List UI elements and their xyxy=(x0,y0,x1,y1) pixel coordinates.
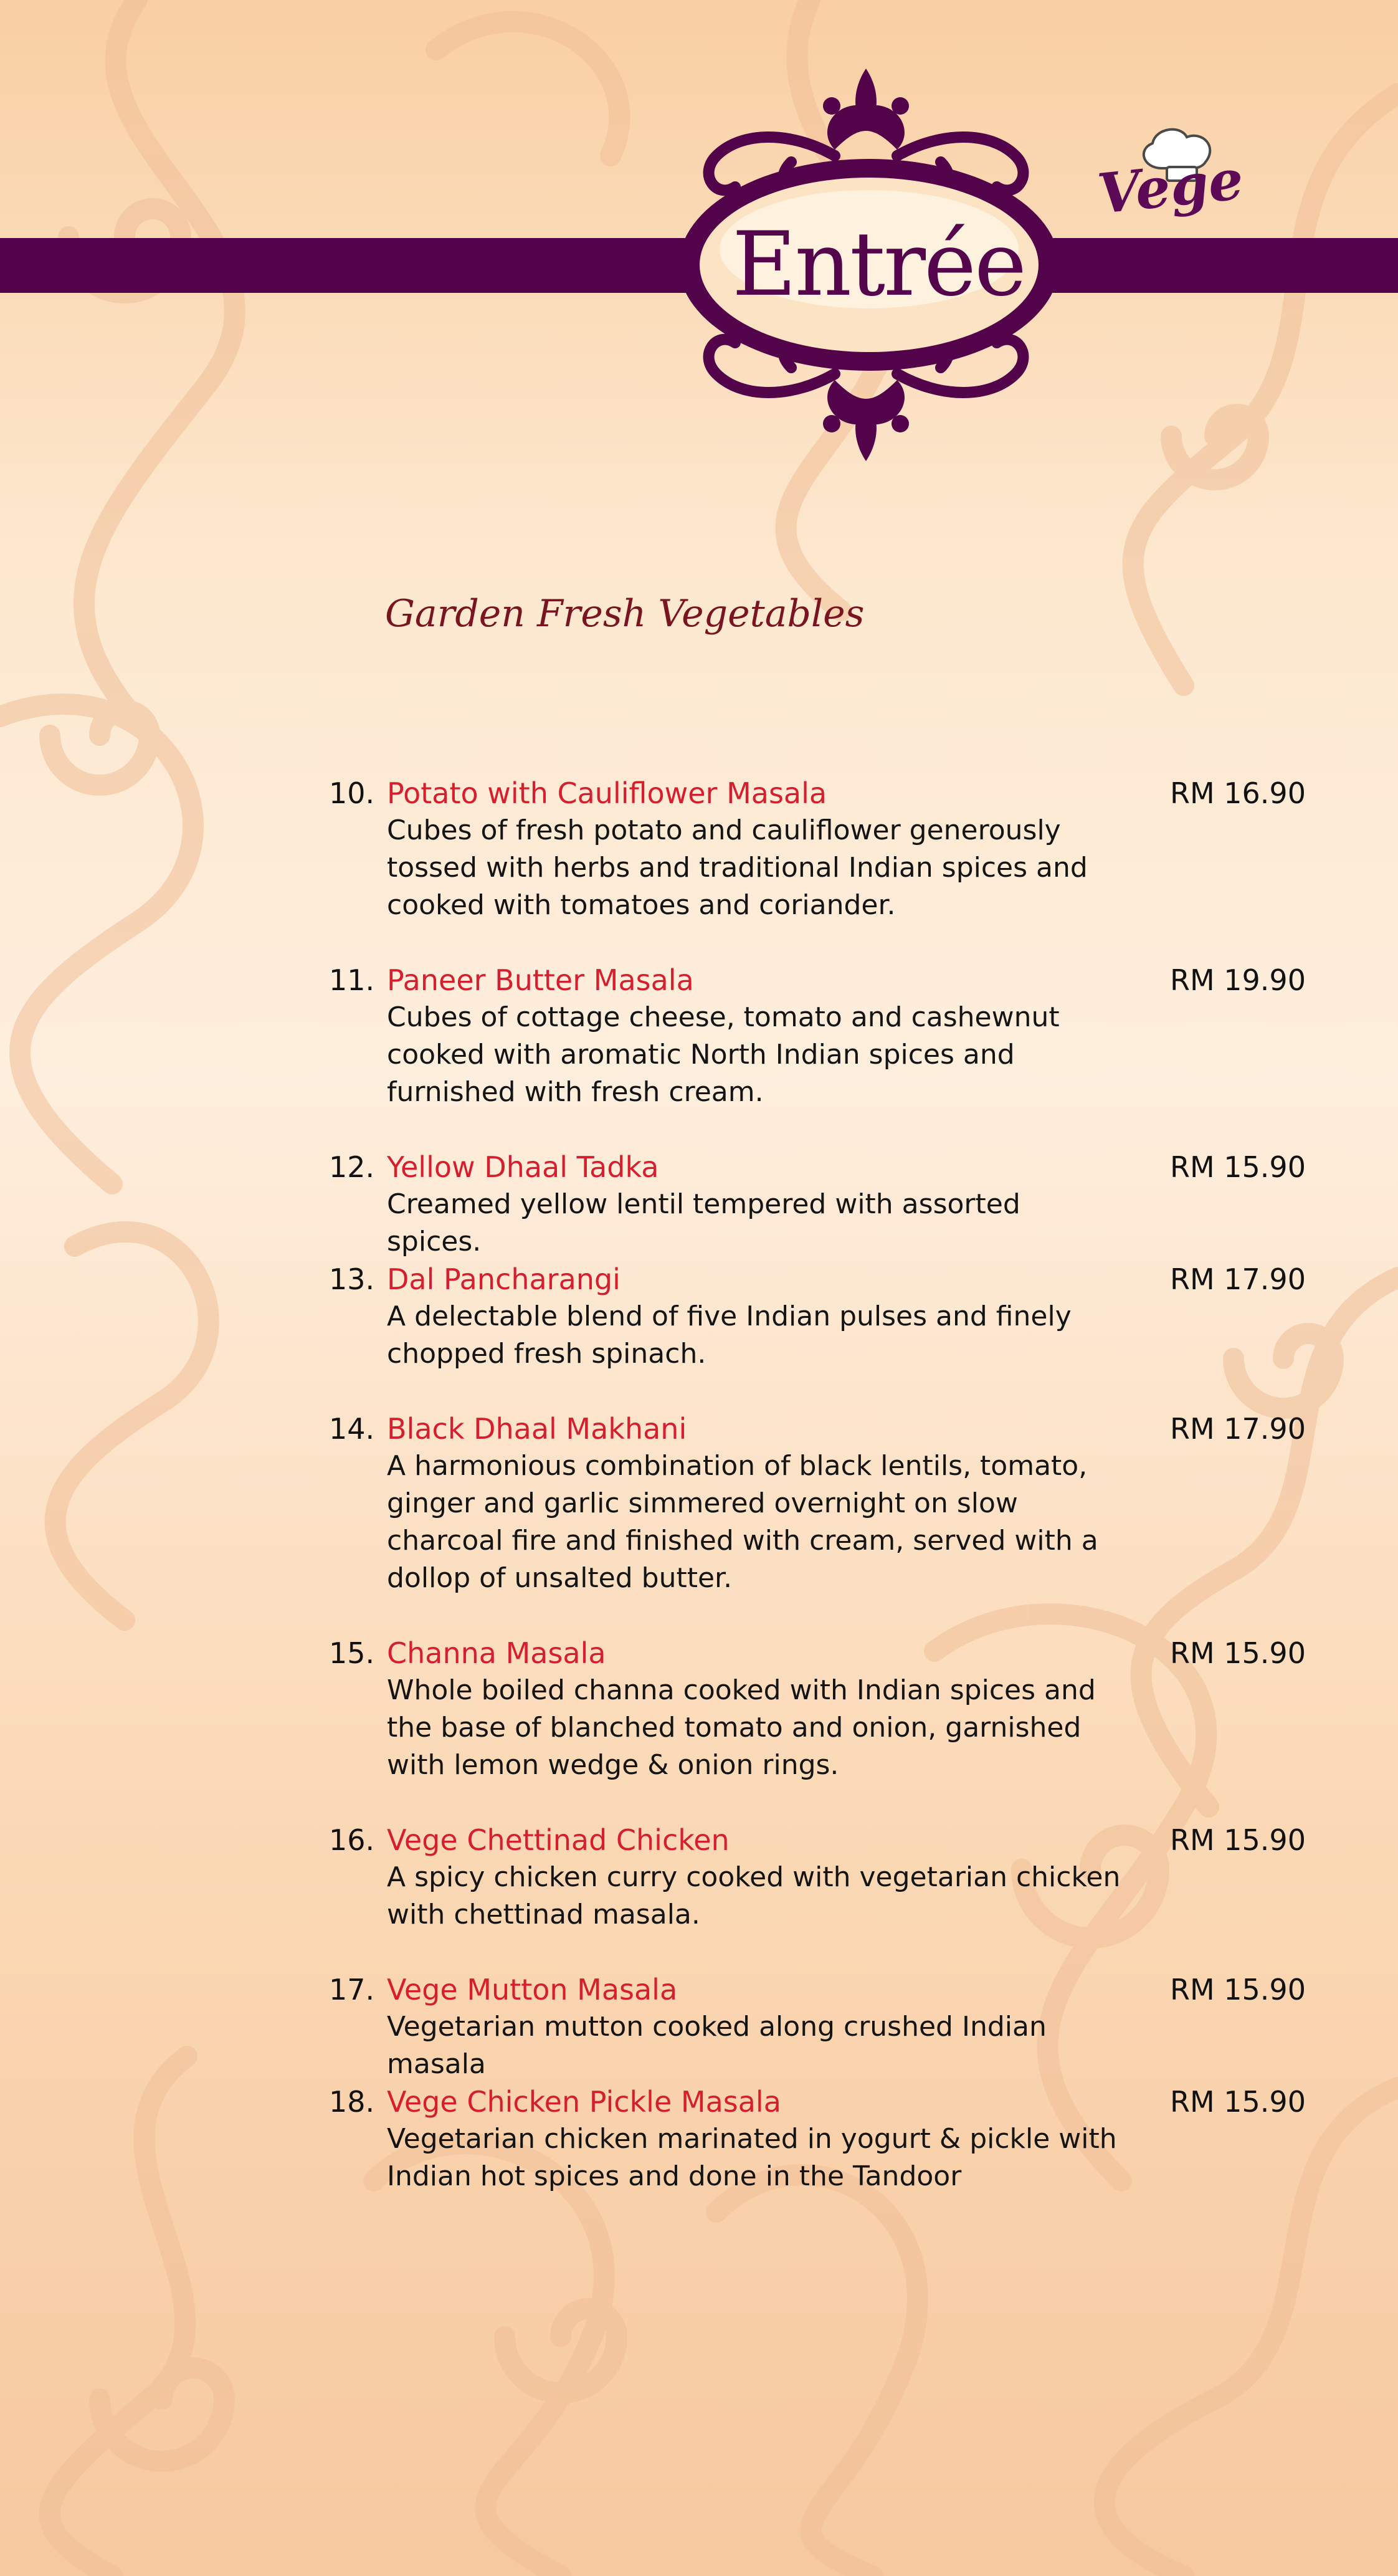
item-price: RM 16.90 xyxy=(1170,776,1306,810)
item-number: 14. xyxy=(329,1412,375,1446)
item-description: A spicy chicken curry cooked with vegetarian chicken with chettinad masala. xyxy=(387,1861,1121,1930)
item-number: 18. xyxy=(329,2085,375,2119)
item-name: Potato with Cauliflower Masala xyxy=(387,776,827,810)
item-description: Vegetarian chicken marinated in yogurt & pickle with Indian hot spices and done in the Tandoor xyxy=(387,2123,1117,2192)
item-price: RM 15.90 xyxy=(1170,1973,1306,2006)
item-price: RM 19.90 xyxy=(1170,963,1306,997)
item-number: 17. xyxy=(329,1973,375,2006)
item-name: Channa Masala xyxy=(387,1636,606,1670)
item-number: 12. xyxy=(329,1150,375,1184)
item-number: 15. xyxy=(329,1636,375,1670)
item-name: Paneer Butter Masala xyxy=(387,963,694,997)
item-price: RM 15.90 xyxy=(1170,1823,1306,1857)
item-price: RM 17.90 xyxy=(1170,1262,1306,1296)
item-number: 13. xyxy=(329,1262,375,1296)
item-price: RM 15.90 xyxy=(1170,2085,1306,2119)
item-name: Yellow Dhaal Tadka xyxy=(387,1150,659,1184)
item-number: 10. xyxy=(329,776,375,810)
item-description: Creamed yellow lentil tempered with assorted spices. xyxy=(387,1188,1020,1257)
item-name: Vege Mutton Masala xyxy=(387,1973,678,2006)
item-price: RM 15.90 xyxy=(1170,1150,1306,1184)
item-name: Black Dhaal Makhani xyxy=(387,1412,687,1446)
section-title: Garden Fresh Vegetables xyxy=(385,592,865,636)
item-description: Cubes of cottage cheese, tomato and cashewnut cooked with aromatic North Indian spices and furnished with fresh cream. xyxy=(387,1001,1060,1108)
item-number: 11. xyxy=(329,963,375,997)
page-title: Entrée xyxy=(731,213,1025,316)
item-description: Vegetarian mutton cooked along crushed Indian masala xyxy=(387,2011,1047,2080)
item-name: Vege Chettinad Chicken xyxy=(387,1823,730,1857)
item-description: Whole boiled channa cooked with Indian spices and the base of blanched tomato and onion, garnished with lemon wedge & onion rings. xyxy=(387,1674,1096,1781)
item-description: Cubes of fresh potato and cauliflower generously tossed with herbs and traditional Indian spices and cooked with tomatoes and coriander. xyxy=(387,814,1088,921)
item-price: RM 17.90 xyxy=(1170,1412,1306,1446)
item-number: 16. xyxy=(329,1823,375,1857)
item-description: A delectable blend of five Indian pulses and finely chopped fresh spinach. xyxy=(387,1300,1072,1370)
vege-badge: Vege xyxy=(1095,146,1247,227)
item-price: RM 15.90 xyxy=(1170,1636,1306,1670)
item-name: Vege Chicken Pickle Masala xyxy=(387,2085,781,2119)
item-name: Dal Pancharangi xyxy=(387,1262,621,1296)
item-description: A harmonious combination of black lentils, tomato, ginger and garlic simmered overnight on slow charcoal fire and finished with cream, served with a dollop of unsalted butter. xyxy=(387,1450,1098,1594)
